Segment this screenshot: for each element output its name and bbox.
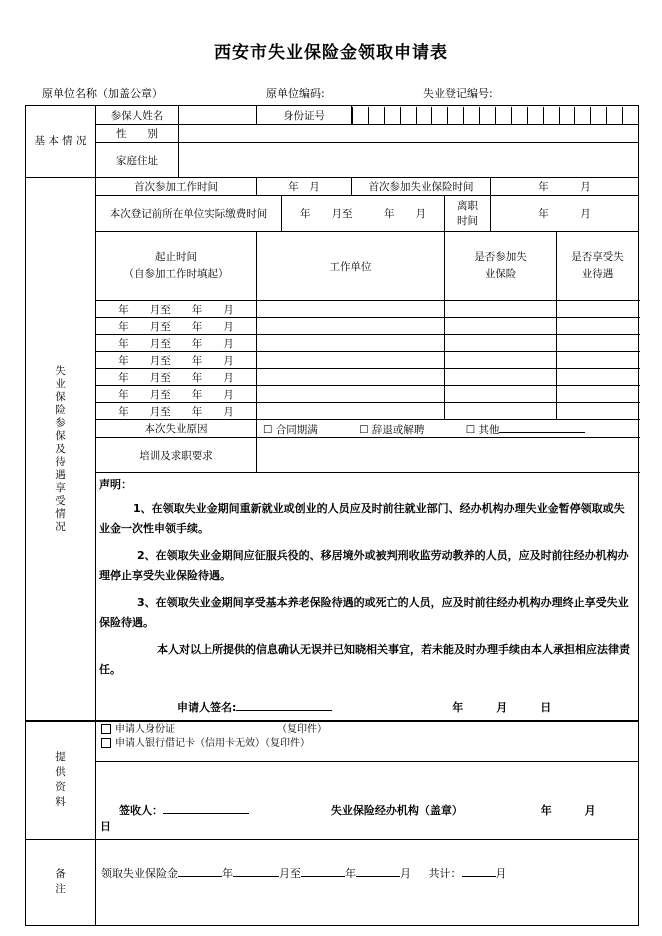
history-joined[interactable] xyxy=(445,318,557,335)
application-form xyxy=(25,105,639,926)
gender-field[interactable] xyxy=(179,125,639,143)
reason-contract-expired-checkbox[interactable]: ☐ 合同期满 xyxy=(263,424,318,436)
training-label: 培训及求职要求 xyxy=(96,438,257,473)
remarks-text: 领取失业保险金 xyxy=(101,866,178,880)
history-row xyxy=(26,301,639,318)
enjoyed-benefit-header: 是否享受失业待遇 xyxy=(557,232,639,301)
first-work-time-field[interactable]: 年 月 xyxy=(257,178,352,196)
history-joined[interactable] xyxy=(445,335,557,352)
history-unit[interactable] xyxy=(257,335,445,352)
materials-section-label: 提 供 资 料 xyxy=(26,721,96,839)
history-unit[interactable] xyxy=(257,318,445,335)
applicant-signature-field[interactable] xyxy=(236,696,332,711)
receiver-field[interactable] xyxy=(163,800,249,814)
agency-label: 失业保险经办机构（盖章） xyxy=(330,803,463,817)
history-unit[interactable] xyxy=(257,386,445,403)
remarks-month-unit: 月 xyxy=(400,866,411,880)
history-enjoyed[interactable] xyxy=(557,403,639,420)
history-enjoyed[interactable] xyxy=(557,318,639,335)
orig-code-label: 原单位编码: xyxy=(266,87,325,100)
address-label: 家庭住址 xyxy=(96,143,179,178)
unemployment-reason-label: 本次失业原因 xyxy=(96,420,257,438)
id-copy-label: 申请人身份证 xyxy=(115,724,175,735)
address-field[interactable] xyxy=(179,143,639,178)
history-period[interactable]: 年 月至 年 月 xyxy=(96,318,257,335)
remarks-total-unit: 月 xyxy=(495,866,507,880)
reason-other-blank[interactable] xyxy=(499,420,585,433)
id-label: 身份证号 xyxy=(257,106,352,125)
id-number-field[interactable] xyxy=(352,106,639,125)
reg-before-pay-field[interactable]: 年 月至 年 月 xyxy=(282,196,445,232)
history-enjoyed[interactable] xyxy=(557,335,639,352)
id-copy-note: （复印件） xyxy=(277,724,327,735)
start-end-time-header: 起止时间 （自参加工作时填起） xyxy=(96,232,257,301)
name-label: 参保人姓名 xyxy=(96,106,179,125)
history-enjoyed[interactable] xyxy=(557,386,639,403)
materials-signoff xyxy=(96,761,639,839)
history-joined[interactable] xyxy=(445,403,557,420)
materials-checklist xyxy=(96,721,639,761)
first-work-time-label: 首次参加工作时间 xyxy=(96,178,257,196)
first-insurance-time-label: 首次参加失业保险时间 xyxy=(352,178,491,196)
remarks-total-field[interactable] xyxy=(462,864,496,877)
unemployment-reason-options xyxy=(257,420,639,438)
history-enjoyed[interactable] xyxy=(557,301,639,318)
history-period[interactable]: 年 月至 年 月 xyxy=(96,403,257,420)
declaration-block xyxy=(96,473,639,722)
history-row xyxy=(26,352,639,369)
remarks-field xyxy=(96,839,639,925)
leave-time-field[interactable]: 年 月 xyxy=(491,196,639,232)
remarks-month-to: 月至 xyxy=(279,866,301,880)
declaration-item-1: 1、在领取失业金期间重新就业或创业的人员应及时前往就业部门、经办机构办理失业金暂停领取或失业金一次性申领手续。 xyxy=(99,502,625,535)
first-insurance-time-field[interactable]: 年 月 xyxy=(491,178,639,196)
history-joined[interactable] xyxy=(445,369,557,386)
declaration-item-2: 2、在领取失业金期间应征服兵役的、移居境外或被判刑收监劳动教养的人员，应及时前往经办机构办理停止享受失业保险待遇。 xyxy=(99,549,629,582)
remarks-year-1[interactable] xyxy=(178,864,222,877)
history-unit[interactable] xyxy=(257,352,445,369)
remarks-year-2[interactable] xyxy=(301,864,345,877)
history-unit[interactable] xyxy=(257,403,445,420)
declaration-heading: 声明： xyxy=(99,478,132,491)
applicant-signature-label: 申请人签名: xyxy=(177,701,237,714)
joined-insurance-header: 是否参加失业保险 xyxy=(445,232,557,301)
receiver-label: 签收人： xyxy=(119,803,163,817)
declaration-date: 年 月 日 xyxy=(452,701,552,714)
orig-unit-label: 原单位名称（加盖公章） xyxy=(42,87,163,100)
basic-section-label: 基 本 情 况 xyxy=(26,106,96,178)
reg-before-pay-label: 本次登记前所在单位实际缴费时间 xyxy=(96,196,282,232)
reg-no-label: 失业登记编号: xyxy=(423,87,493,100)
history-joined[interactable] xyxy=(445,386,557,403)
form-title: 西安市失业保险金领取申请表 xyxy=(214,43,448,63)
remarks-month-2[interactable] xyxy=(356,864,400,877)
history-row xyxy=(26,369,639,386)
declaration-confirm: 本人对以上所提供的信息确认无误并已知晓相关事宜，若未能及时办理手续由本人承担相应法律责任。 xyxy=(99,643,630,676)
leave-time-label: 离职时间 xyxy=(445,196,491,232)
history-row xyxy=(26,335,639,352)
name-field[interactable] xyxy=(179,106,257,125)
history-row xyxy=(26,403,639,420)
history-period[interactable]: 年 月至 年 月 xyxy=(96,352,257,369)
remarks-year-unit: 年 xyxy=(222,866,233,880)
remarks-total-label: 共计： xyxy=(428,866,462,880)
training-field[interactable] xyxy=(257,438,639,473)
history-row xyxy=(26,386,639,403)
remarks-section-label: 备 注 xyxy=(26,839,96,925)
history-joined[interactable] xyxy=(445,352,557,369)
history-period[interactable]: 年 月至 年 月 xyxy=(96,369,257,386)
reason-other-checkbox[interactable]: ☐ 其他 xyxy=(465,424,500,436)
history-enjoyed[interactable] xyxy=(557,352,639,369)
history-joined[interactable] xyxy=(445,301,557,318)
declaration-item-3: 3、在领取失业金期间享受基本养老保险待遇的或死亡的人员，应及时前往经办机构办理终止享受失业保险待遇。 xyxy=(99,596,629,629)
history-period[interactable]: 年 月至 年 月 xyxy=(96,335,257,352)
signoff-date-day: 日 xyxy=(100,819,111,833)
bank-card-copy-checkbox[interactable] xyxy=(101,738,111,748)
signoff-date-ym: 年 月 xyxy=(540,803,596,817)
insured-section-label: 失业保险参保及待遇享受情况 xyxy=(26,178,96,722)
history-unit[interactable] xyxy=(257,369,445,386)
history-unit[interactable] xyxy=(257,301,445,318)
reason-dismissed-checkbox[interactable]: ☐ 辞退或解聘 xyxy=(359,424,425,436)
history-period[interactable]: 年 月至 年 月 xyxy=(96,386,257,403)
bank-card-copy-label: 申请人银行借记卡（信用卡无效） xyxy=(115,738,265,749)
history-row xyxy=(26,318,639,335)
remarks-year-unit: 年 xyxy=(345,866,356,880)
gender-label: 性 别 xyxy=(96,125,179,143)
history-enjoyed[interactable] xyxy=(557,369,639,386)
bank-card-copy-note: （复印件） xyxy=(265,738,310,749)
history-period[interactable]: 年 月至 年 月 xyxy=(96,301,257,318)
remarks-month-1[interactable] xyxy=(233,864,279,877)
id-copy-checkbox[interactable] xyxy=(101,724,111,734)
work-unit-header: 工作单位 xyxy=(257,232,445,301)
